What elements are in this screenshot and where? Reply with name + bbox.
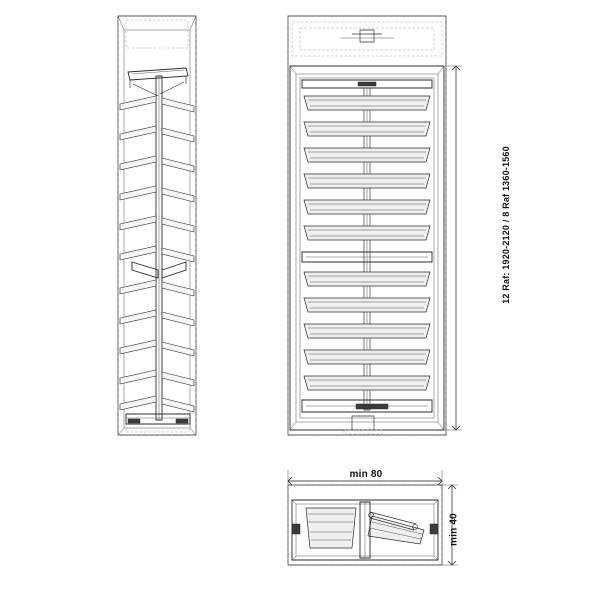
front-elevation-view bbox=[288, 16, 446, 435]
side-shelf-group-lower bbox=[120, 280, 194, 412]
height-dimension bbox=[446, 66, 462, 430]
top-plan-view bbox=[288, 485, 442, 565]
side-shelf-group bbox=[120, 96, 194, 262]
width-dimension-label: min 80 bbox=[349, 469, 383, 480]
depth-dimension-label: min 40 bbox=[448, 513, 460, 546]
side-elevation-view bbox=[118, 16, 196, 435]
height-dimension-label: 12 Raf: 1920-2120 / 8 Raf 1360-1560 bbox=[501, 146, 511, 304]
